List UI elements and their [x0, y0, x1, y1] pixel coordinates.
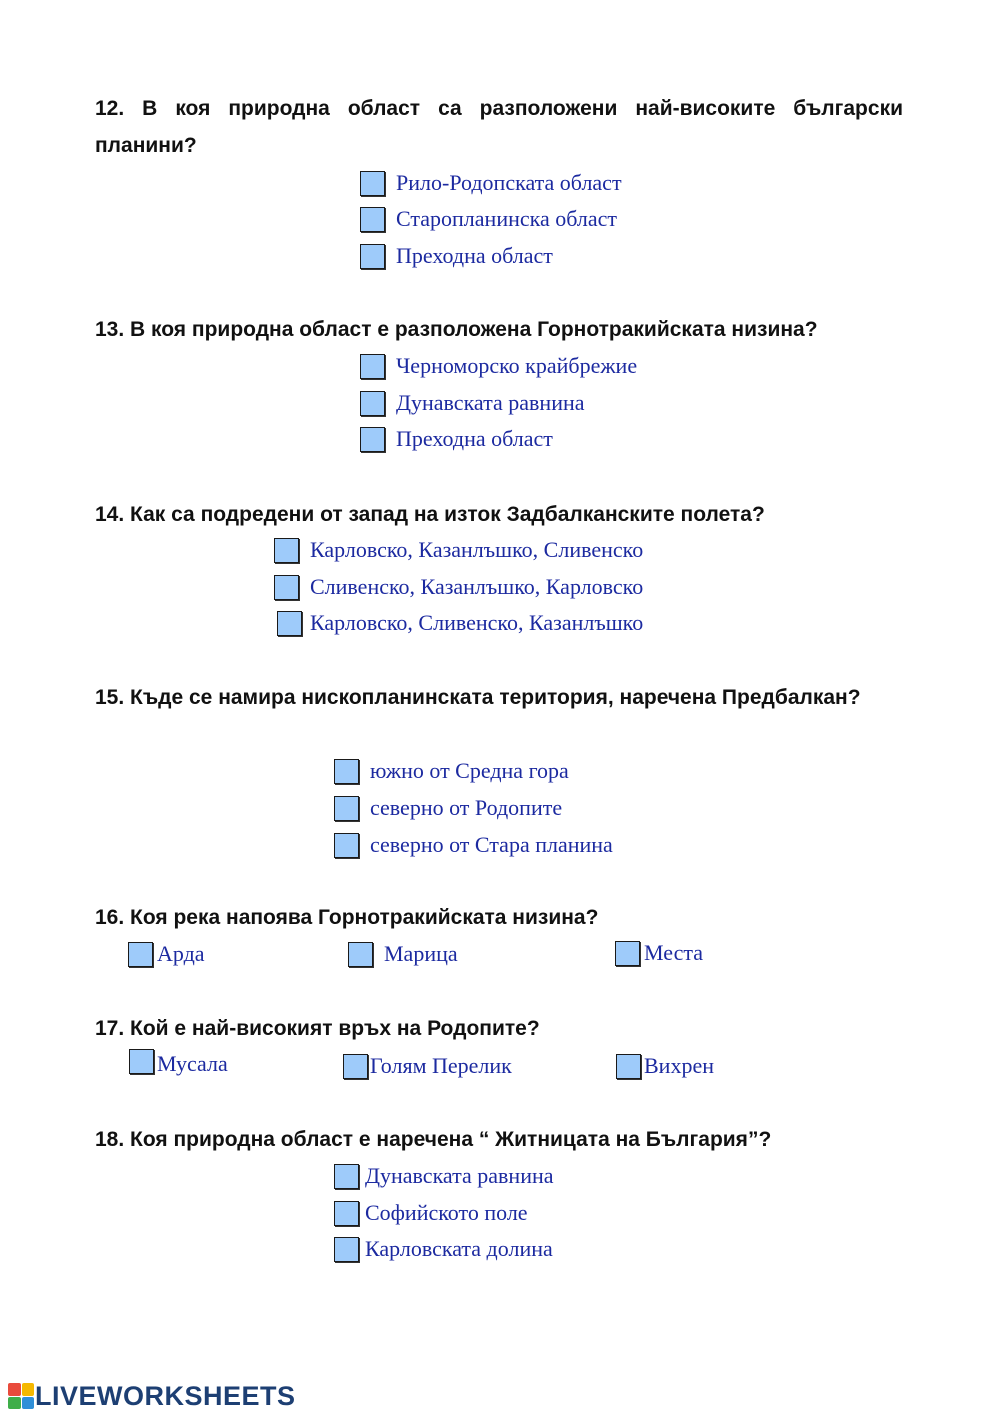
answer-option[interactable] — [360, 352, 637, 380]
brand-name: LIVEWORKSHEETS — [35, 1380, 296, 1411]
answer-label: южно от Средна гора — [370, 758, 569, 783]
answer-label: Карловско, Сливенско, Казанлъшко — [310, 610, 644, 635]
answer-checkbox[interactable] — [128, 942, 153, 967]
answer-label: Марица — [384, 941, 458, 966]
answer-label: Черноморско крайбрежие — [396, 353, 638, 378]
answer-label: Карловската долина — [365, 1236, 553, 1261]
answer-label: Преходна област — [396, 426, 553, 451]
answer-label: Арда — [157, 941, 205, 966]
answer-option[interactable] — [274, 573, 643, 601]
answer-label: Рило-Родопската област — [396, 170, 622, 195]
answer-checkbox[interactable] — [334, 1201, 359, 1226]
answer-checkbox[interactable] — [334, 759, 359, 784]
answer-option[interactable] — [334, 1235, 553, 1263]
answer-option[interactable] — [129, 1047, 228, 1075]
answer-checkbox[interactable] — [334, 1237, 359, 1262]
answer-checkbox[interactable] — [360, 427, 385, 452]
answer-checkbox[interactable] — [616, 1054, 641, 1079]
answer-option[interactable] — [274, 536, 643, 564]
question-17: 17. Кой е най-високият връх на Родопите? — [95, 1017, 540, 1040]
answer-checkbox[interactable] — [129, 1049, 154, 1074]
answer-option[interactable] — [334, 757, 569, 785]
answer-option[interactable] — [128, 940, 205, 968]
answer-checkbox[interactable] — [348, 942, 373, 967]
liveworksheets-logo — [8, 1380, 296, 1412]
answer-option[interactable] — [334, 831, 613, 859]
answer-label: Дунавската равнина — [396, 390, 585, 415]
answer-checkbox[interactable] — [334, 1164, 359, 1189]
answer-label: Места — [644, 940, 703, 965]
answer-option[interactable] — [360, 389, 585, 417]
answer-checkbox[interactable] — [360, 207, 385, 232]
answer-checkbox[interactable] — [274, 538, 299, 563]
answer-label: северно от Стара планина — [370, 832, 613, 857]
question-15: 15. Къде се намира нископланинската територия, наречена Предбалкан? — [95, 686, 861, 709]
answer-checkbox[interactable] — [274, 575, 299, 600]
answer-checkbox[interactable] — [334, 796, 359, 821]
question-16: 16. Коя река напоява Горнотракийската низина? — [95, 906, 599, 929]
answer-label: северно от Родопите — [370, 795, 563, 820]
answer-checkbox[interactable] — [360, 354, 385, 379]
logo-mark-icon — [8, 1383, 34, 1409]
logo-square-green — [8, 1397, 21, 1410]
question-13: 13. В коя природна област е разположена Горнотракийската низина? — [95, 318, 818, 341]
answer-label: Преходна област — [396, 243, 553, 268]
answer-option[interactable] — [616, 1052, 714, 1080]
answer-label: Старопланинска област — [396, 206, 618, 231]
answer-label: Сливенско, Казанлъшко, Карловско — [310, 574, 644, 599]
answer-label: Карловско, Казанлъшко, Сливенско — [310, 537, 644, 562]
logo-square-yellow — [22, 1383, 35, 1396]
answer-option[interactable] — [360, 425, 553, 453]
question-12: 12. В коя природна област са разположени най-високите български планини? — [95, 97, 903, 157]
answer-checkbox[interactable] — [343, 1054, 368, 1079]
answer-checkbox[interactable] — [277, 611, 302, 636]
answer-label: Дунавската равнина — [365, 1163, 554, 1188]
answer-option[interactable] — [360, 205, 617, 233]
answer-option[interactable] — [334, 794, 562, 822]
answer-checkbox[interactable] — [360, 171, 385, 196]
question-18: 18. Коя природна област е наречена “ Житницата на България”? — [95, 1128, 772, 1151]
answer-label: Вихрен — [644, 1053, 714, 1078]
logo-square-red — [8, 1383, 21, 1396]
answer-label: Мусала — [157, 1051, 228, 1076]
answer-option[interactable] — [615, 939, 703, 967]
logo-square-blue — [22, 1397, 35, 1410]
answer-option[interactable] — [360, 169, 622, 197]
answer-option[interactable] — [360, 242, 553, 270]
answer-label: Софийското поле — [365, 1200, 528, 1225]
question-14: 14. Как са подредени от запад на изток Задбалканските полета? — [95, 503, 765, 526]
answer-label: Голям Перелик — [370, 1053, 512, 1078]
answer-checkbox[interactable] — [615, 941, 640, 966]
answer-option[interactable] — [277, 609, 643, 637]
answer-option[interactable] — [334, 1162, 554, 1190]
answer-option[interactable] — [343, 1052, 512, 1080]
answer-checkbox[interactable] — [360, 391, 385, 416]
answer-checkbox[interactable] — [360, 244, 385, 269]
answer-checkbox[interactable] — [334, 833, 359, 858]
answer-option[interactable] — [348, 940, 458, 968]
answer-option[interactable] — [334, 1199, 528, 1227]
